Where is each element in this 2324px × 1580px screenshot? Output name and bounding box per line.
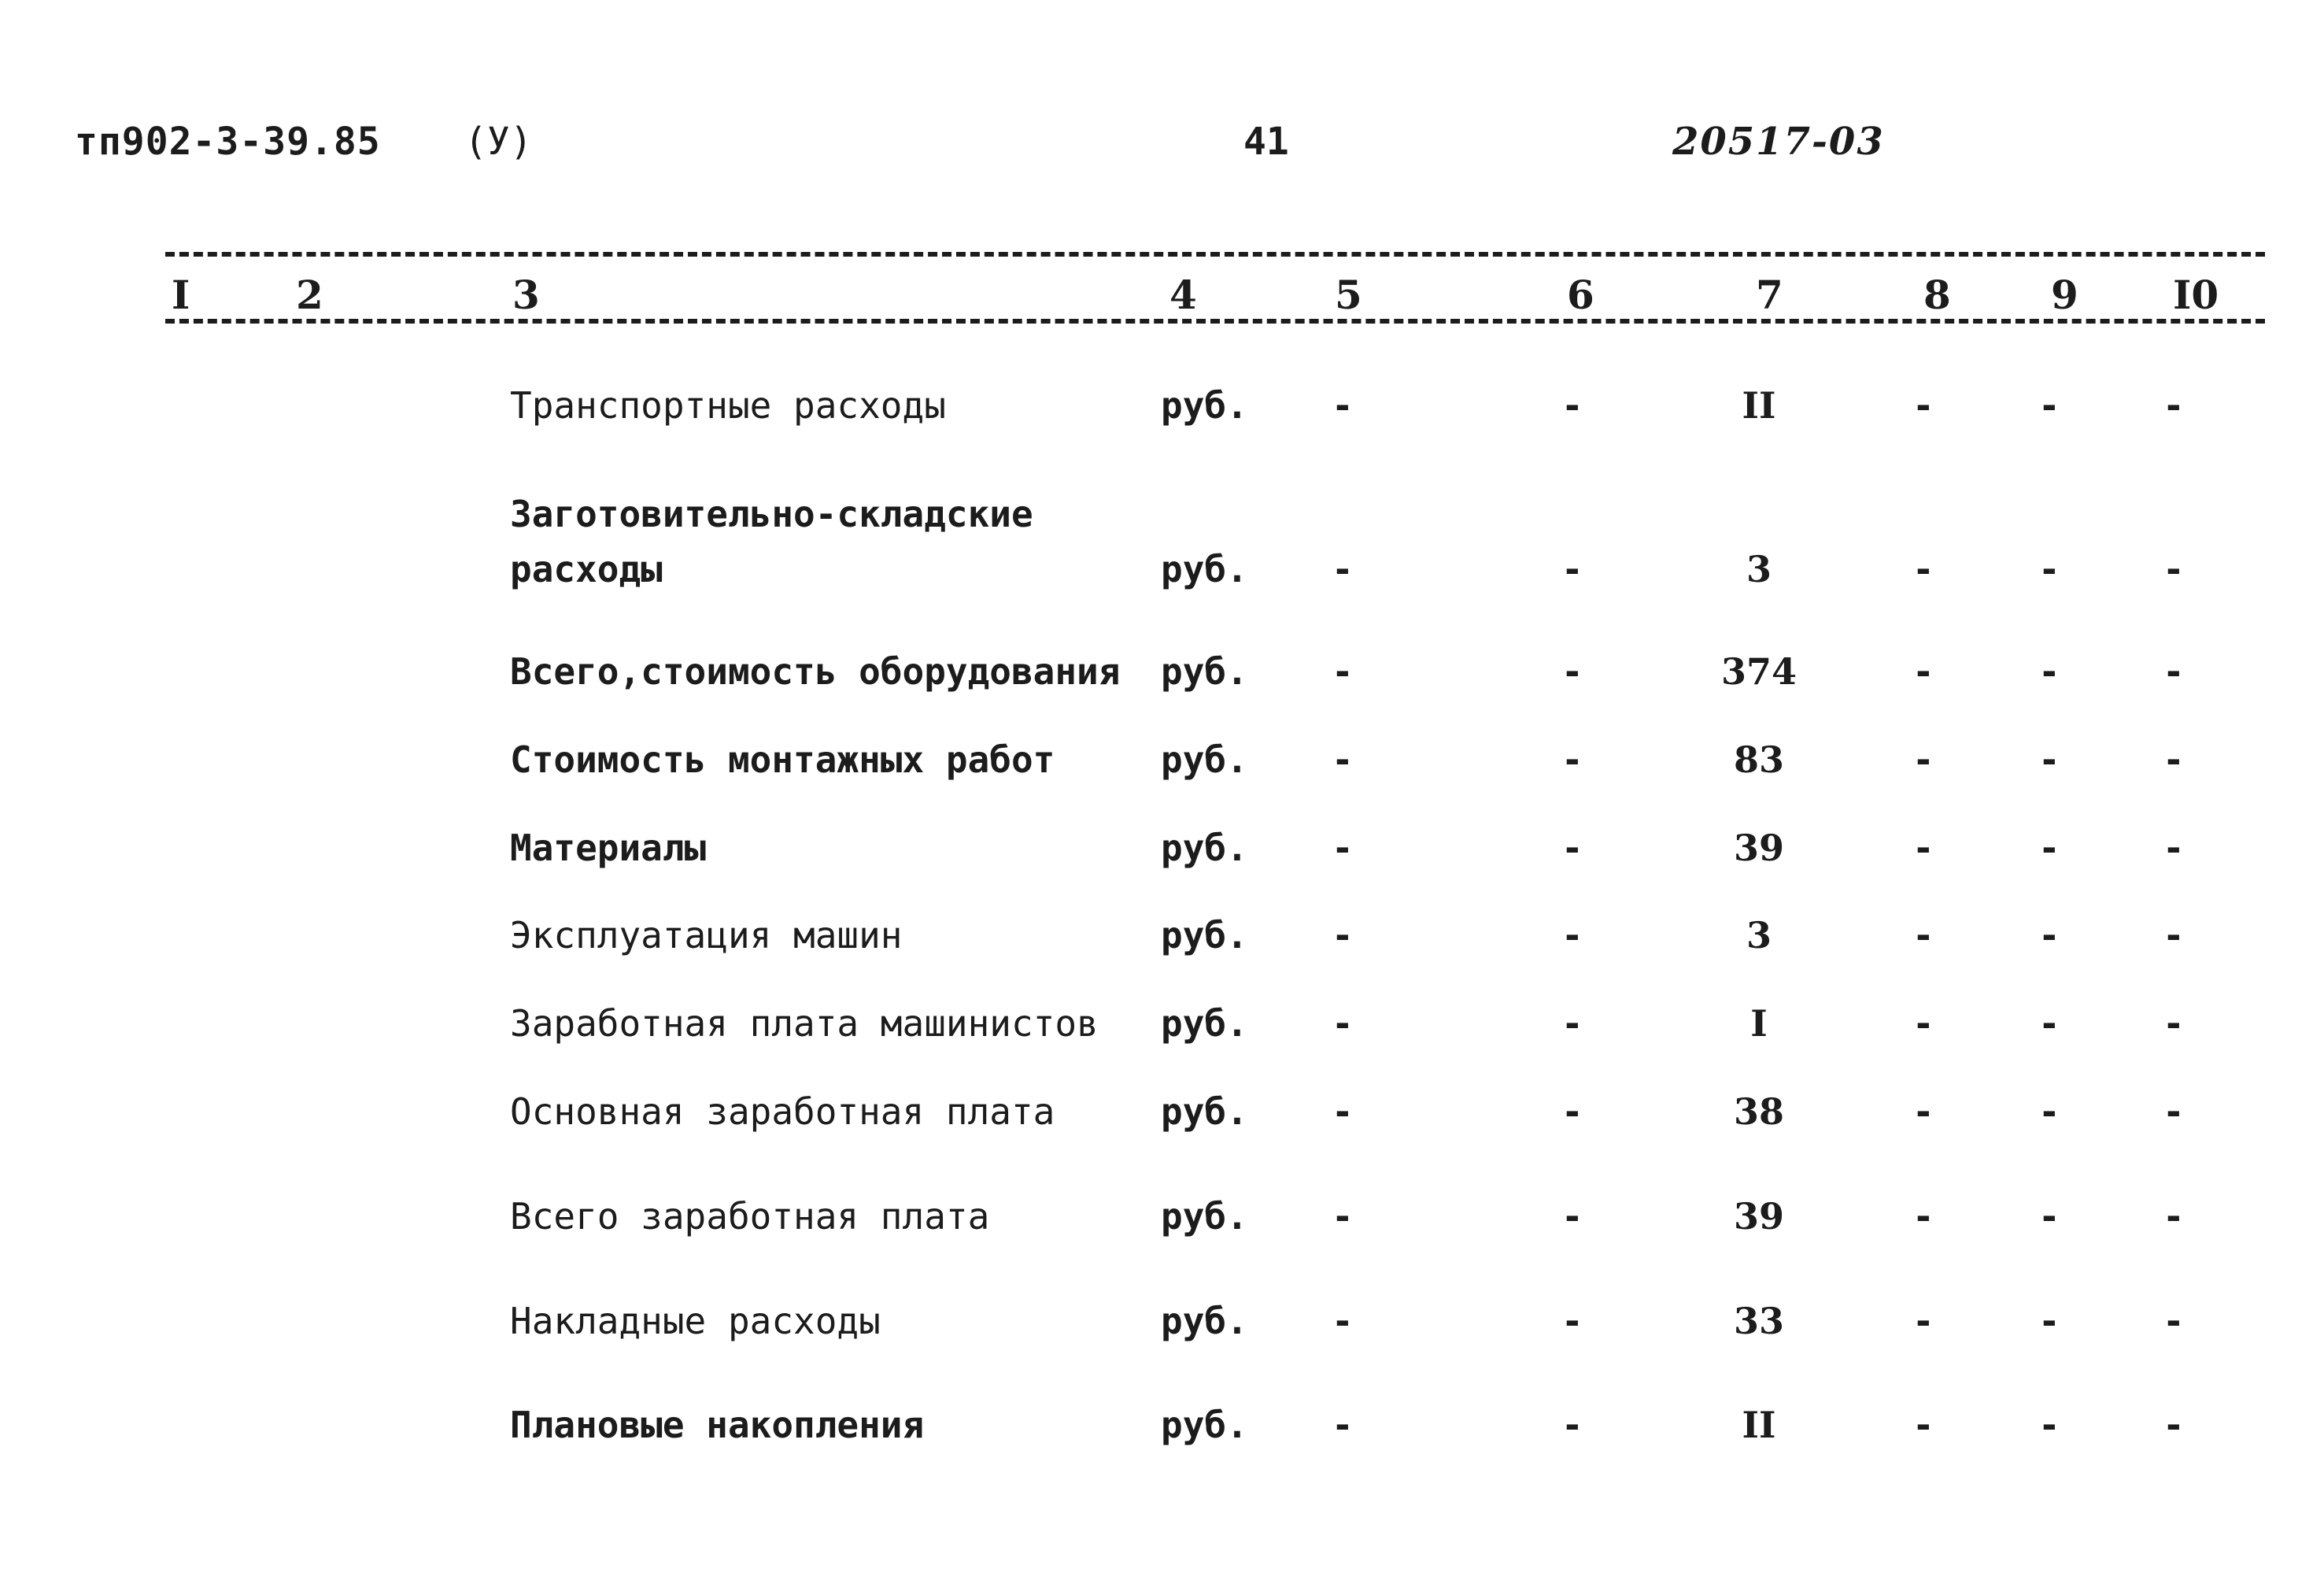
table-row	[0, 732, 2324, 795]
row-col5: -	[1332, 1090, 1354, 1133]
row-col8: -	[1912, 650, 1934, 693]
row-col8: -	[1912, 548, 1934, 590]
column-number: 7	[1751, 272, 1788, 319]
row-name: Плановые накопления	[510, 1404, 925, 1446]
row-unit: руб.	[1161, 827, 1248, 869]
row-name: Стоимость монтажных работ	[510, 738, 1055, 781]
row-col7: 374	[1720, 650, 1797, 693]
row-unit: руб.	[1161, 384, 1248, 427]
row-col5: -	[1332, 650, 1354, 693]
table-row	[0, 1084, 2324, 1147]
row-unit: руб.	[1161, 1090, 1248, 1133]
row-unit: руб.	[1161, 548, 1248, 590]
row-col10: -	[2163, 1195, 2185, 1238]
table-row	[0, 1189, 2324, 1252]
row-col7: 39	[1733, 1195, 1784, 1238]
row-col10: -	[2163, 650, 2185, 693]
row-col8: -	[1912, 1002, 1934, 1045]
column-number: 5	[1330, 272, 1367, 319]
row-col7: I	[1750, 1002, 1768, 1045]
column-number: 6	[1562, 272, 1599, 319]
table-row	[0, 493, 2324, 605]
row-col5: -	[1332, 548, 1354, 590]
table-row	[0, 1397, 2324, 1460]
header-rule-top	[165, 252, 2265, 257]
row-unit: руб.	[1161, 738, 1248, 781]
row-col6: -	[1561, 827, 1583, 869]
row-unit: руб.	[1161, 650, 1248, 693]
row-col6: -	[1561, 1300, 1583, 1342]
row-col6: -	[1561, 548, 1583, 590]
row-col5: -	[1332, 914, 1354, 957]
row-col5: -	[1332, 1404, 1354, 1446]
row-col7: 38	[1733, 1090, 1784, 1133]
row-name: Всего заработная плата	[510, 1195, 990, 1238]
row-col5: -	[1332, 1002, 1354, 1045]
row-name: Материалы	[510, 827, 707, 869]
table-row	[0, 644, 2324, 707]
row-col7: 83	[1733, 738, 1784, 781]
row-col6: -	[1561, 1090, 1583, 1133]
table-row	[0, 996, 2324, 1059]
row-col5: -	[1332, 738, 1354, 781]
row-col10: -	[2163, 827, 2185, 869]
row-col9: -	[2038, 914, 2060, 957]
row-name: Основная заработная плата	[510, 1090, 1055, 1133]
row-unit: руб.	[1161, 1195, 1248, 1238]
row-col10: -	[2163, 1404, 2185, 1446]
row-col8: -	[1912, 738, 1934, 781]
row-col7: II	[1742, 1404, 1776, 1446]
table-row	[0, 378, 2324, 441]
row-col9: -	[2038, 1090, 2060, 1133]
document-mark: (У)	[464, 120, 533, 164]
row-col6: -	[1561, 1404, 1583, 1446]
row-col7: 3	[1746, 914, 1772, 957]
row-col8: -	[1912, 914, 1934, 957]
column-number: I	[167, 272, 194, 319]
header-rule-bottom	[165, 319, 2265, 324]
row-col9: -	[2038, 738, 2060, 781]
row-col10: -	[2163, 1300, 2185, 1342]
row-col9: -	[2038, 1195, 2060, 1238]
column-number: 4	[1165, 272, 1202, 319]
row-col10: -	[2163, 1090, 2185, 1133]
row-col8: -	[1912, 1195, 1934, 1238]
row-col6: -	[1561, 738, 1583, 781]
document-code: тп902-3-39.85	[75, 120, 381, 164]
row-name: Всего,стоимость оборудования	[510, 650, 1121, 693]
row-col10: -	[2163, 548, 2185, 590]
row-col6: -	[1561, 384, 1583, 427]
column-number: 9	[2046, 272, 2083, 319]
document-number: 20517-03	[1672, 120, 1885, 164]
table-row	[0, 820, 2324, 883]
row-name: Заготовительно-складские расходы	[510, 493, 1033, 590]
column-number: 2	[291, 272, 328, 319]
row-col10: -	[2163, 1002, 2185, 1045]
row-col9: -	[2038, 1300, 2060, 1342]
row-col5: -	[1332, 384, 1354, 427]
row-col7: 3	[1746, 548, 1772, 590]
row-col6: -	[1561, 1002, 1583, 1045]
row-col7: 33	[1733, 1300, 1784, 1342]
column-number: 8	[1919, 272, 1956, 319]
row-unit: руб.	[1161, 914, 1248, 957]
row-col8: -	[1912, 384, 1934, 427]
column-number: 3	[508, 272, 545, 319]
row-col9: -	[2038, 1002, 2060, 1045]
row-col9: -	[2038, 384, 2060, 427]
row-col8: -	[1912, 1090, 1934, 1133]
row-unit: руб.	[1161, 1002, 1248, 1045]
row-col7: 39	[1733, 827, 1784, 869]
row-col8: -	[1912, 1404, 1934, 1446]
table-row	[0, 908, 2324, 971]
row-col9: -	[2038, 548, 2060, 590]
row-name: Накладные расходы	[510, 1300, 881, 1342]
row-col10: -	[2163, 738, 2185, 781]
row-col9: -	[2038, 650, 2060, 693]
row-col5: -	[1332, 1300, 1354, 1342]
row-col10: -	[2163, 384, 2185, 427]
row-col6: -	[1561, 650, 1583, 693]
row-col9: -	[2038, 1404, 2060, 1446]
row-col8: -	[1912, 1300, 1934, 1342]
row-col10: -	[2163, 914, 2185, 957]
row-name: Эксплуатация машин	[510, 914, 903, 957]
page-number: 41	[1243, 120, 1289, 164]
table-row	[0, 1293, 2324, 1356]
column-number: I0	[2168, 272, 2223, 319]
row-col8: -	[1912, 827, 1934, 869]
row-col7: II	[1742, 384, 1776, 427]
row-col9: -	[2038, 827, 2060, 869]
row-col6: -	[1561, 1195, 1583, 1238]
row-col5: -	[1332, 1195, 1354, 1238]
row-unit: руб.	[1161, 1300, 1248, 1342]
row-name: Заработная плата машинистов	[510, 1002, 1099, 1045]
row-col6: -	[1561, 914, 1583, 957]
row-col5: -	[1332, 827, 1354, 869]
row-unit: руб.	[1161, 1404, 1248, 1446]
row-name: Транспортные расходы	[510, 384, 946, 427]
